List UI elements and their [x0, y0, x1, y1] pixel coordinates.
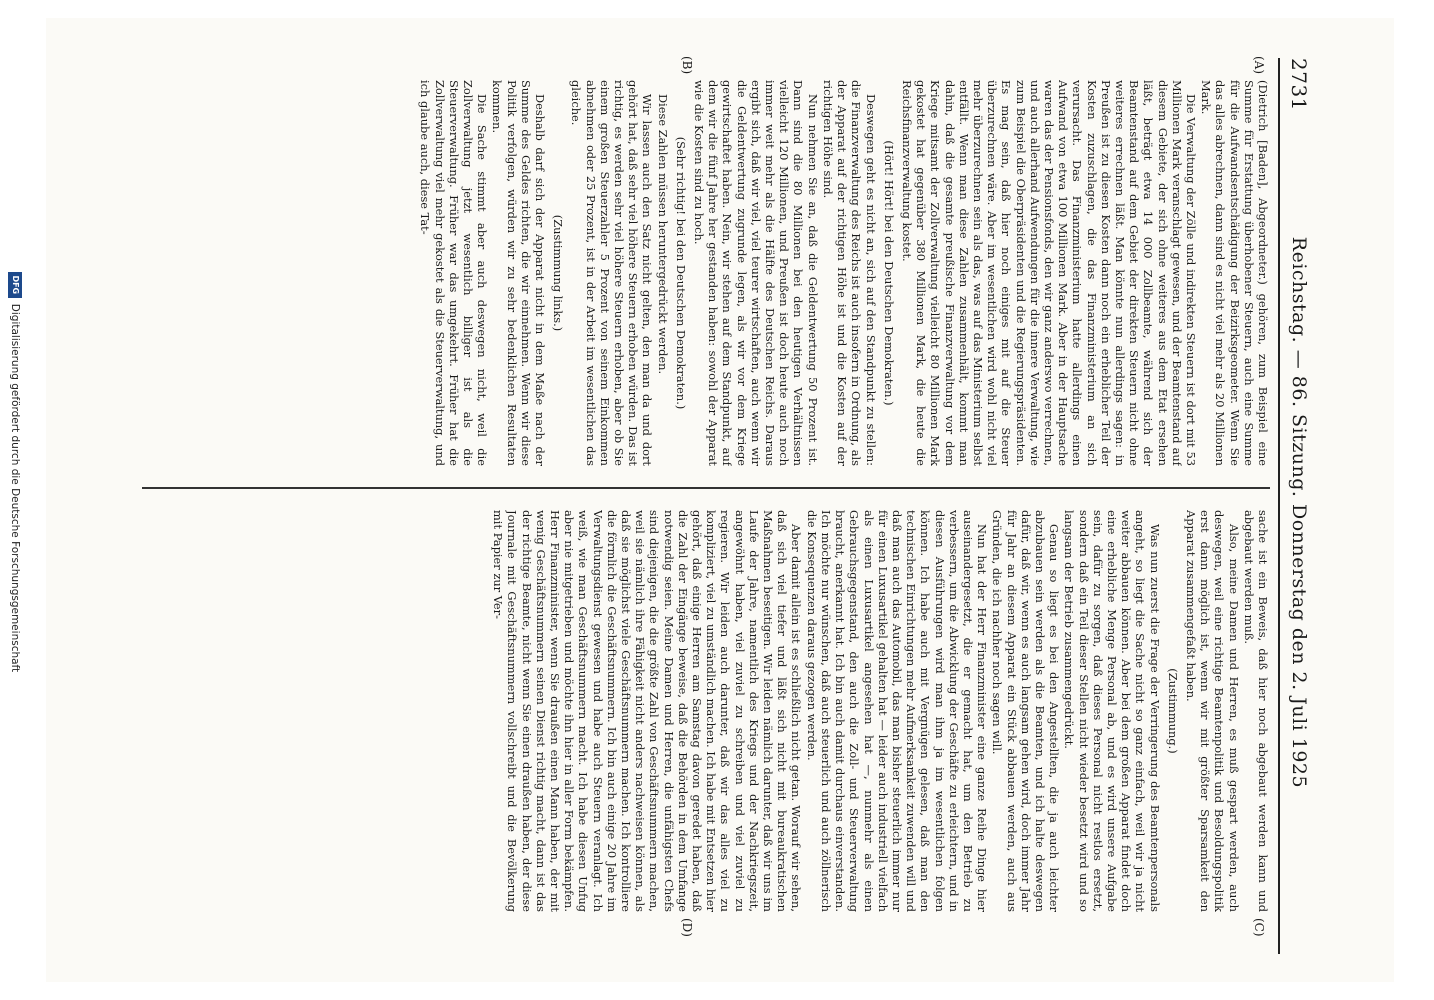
paragraph: Nun nehmen Sie an, daß die Geldentwertung 50 Prozent ist. Dann sind die 80 Millionen bei den heutigen Verhältnissen vielleicht 120 Millionen, und Preußen ist doch heute auch noch immer weit mehr als die Hälfte des Deutschen Reichs. Daraus ergibt sich, daß wir viel, viel teurer wirtschaften, auch wenn wir die Geldentwertung zugrunde legen, als wir vor dem Kriege gewirtschaftet haben. Nein, wir stehen auf dem Standpunkt, auf dem wir die fünf Jahre her gestanden haben: sowohl der Apparat wie die Kosten sind zu hoch. [692, 80, 820, 466]
paragraph: sache ist ein Beweis, daß hier noch abgebaut werden kann und abgebaut werden muß. [1241, 510, 1270, 912]
margin-marker-d: (D) [680, 918, 694, 937]
digitization-footer [4, 0, 26, 972]
paragraph: Genau so liegt es bei den Angestellten, die ja auch leichter abzubauen sein werden als die Beamten, und ich halte deswegen dafür, daß wir, wenn es auch langsam gehen wird, doch immer Jahr für Jahr an diesem Apparat ein Stück abbauen werden, auch aus Gründen, die ich nachher noch sagen will. [990, 510, 1062, 912]
right-column [142, 510, 1270, 912]
document-page [46, 18, 1394, 982]
footer-text: Digitalisierung gefördert durch die Deutsche Forschungsgemeinschaft [9, 303, 21, 673]
margin-marker-c: (C) [1252, 918, 1266, 937]
interjection: (Zustimmung links.) [551, 214, 566, 332]
page-title: Reichstag. — 86. Sitzung. Donnerstag den 2. Juli 1925 [1288, 236, 1310, 789]
interjection: (Hört! Hört! bei den Deutschen Demokraten.) [881, 140, 896, 406]
header-rule [1278, 58, 1280, 954]
paragraph: Diese Zahlen müssen heruntergedrückt werden. [655, 94, 670, 375]
paragraph: (Dietrich [Baden], Abgeordneter.) gehören, zum Beispiel eine Summe für Erstattung überhobener Steuern, auch eine Summe für die Aufwandsentschädigung der Beizirksgeometer. Wenn Sie das alles abrechnen, dann sind es nicht viel mehr als 20 Millionen Mark. [1199, 80, 1270, 466]
interjection: (Sehr richtig! bei den Deutschen Demokraten.) [673, 136, 688, 410]
margin-marker-b: (B) [680, 56, 694, 75]
interjection: (Zustimmung.) [1165, 668, 1180, 754]
left-column [142, 80, 1270, 466]
paragraph: Die Sache stimmt aber auch deswegen nicht, weil die Zollverwaltung jetzt wesentlich billiger ist als die Steuerverwaltung. Früher war das umgekehrt. Früher hat die Zollverwaltung viel mehr gekostet als die Steuerverwaltung, und ich glaube auch, diese Tat- [418, 80, 490, 466]
paragraph: Also, meine Damen und Herren, es muß gespart werden, auch deswegen, weil eine richtige Beamtenpolitik und Besoldungspolitik erst dann möglich ist, wenn wir mit größter Sparsamkeit den Apparat zusammengefaßt haben. [1183, 510, 1241, 912]
page-header [1282, 58, 1316, 954]
paragraph: Deshalb darf sich der Apparat nicht in dem Maße nach der Summe des Geldes richten, die wir einnehmen. Wenn wir diese Politik verfolgen, würden wir zu sehr bedenklichen Resultaten kommen. [490, 80, 548, 466]
paragraph: Wir lassen auch den Satz nicht gelten, den man da und dort gehört hat, daß sehr viel höhere Steuern erhoben würden. Das ist richtig, es werden sehr viel höhere Steuern erhoben, aber ob Sie einem großen Steuerzahler 5 Prozent von seinem Einkommen abnehmen oder 25 Prozent, ist in der Arbeit im wesentlichen das gleiche. [569, 80, 655, 466]
paragraph: Nun hat der Herr Finanzminister eine ganze Reihe Dinge hier auseinandergesetzt, die er gemacht hat, um den Betrieb zu verbessern, um die Abwicklung der Geschäfte zu erleichtern, und in diesen Ausführungen wird man ihm ja im wesentlichen folgen können. Ich habe auch mit Vergnügen gelesen, daß man den technischen Einrichtungen mehr Aufmerksamkeit zuwenden will und daß man auch das Automobil, das man bisher steuerlich immer nur für einen Luxusartikel gehalten hat — leider auch industriell vielfach als einen Luxusartikel angesehen hat —, nunmehr als einen Gebrauchsgegenstand, den auch die Zoll- und Steuerverwaltung braucht, anerkannt hat. Ich bin auch damit durchaus einverstanden. Ich möchte nur wünschen, daß auch steuerlich und auch zöllnerisch die Konsequenzen daraus gezogen werden. [804, 510, 990, 912]
dfg-logo: DFG [8, 272, 22, 298]
column-divider [142, 487, 1270, 489]
page-number: 2731 [1287, 58, 1311, 111]
paragraph: Was nun zuerst die Frage der Verringerung des Beamtenpersonals angeht, so liegt die Sache nicht so ganz einfach, weil wir ja nicht weiter abbauen können. Aber bei dem großen Apparat findet doch eine erhebliche Menge Personal ab, und es wird unsere Aufgabe sein, dafür zu sorgen, daß dieses Personal nicht restlos ersetzt, sondern daß ein Teil dieser Stellen nicht wieder besetzt wird und so langsam der Betrieb zusammengedrückt. [1062, 510, 1162, 912]
paragraph: Die Verwaltung der Zölle und indirekten Steuern ist dort mit 53 Millionen Mark veranschlagt gewesen, und der Beamtenstand auf diesem Gebiete, der sich ohne weiteres aus dem Etat ersehen läßt, beträgt etwa 14 000 Zollbeamte, während sich der Beamtenstand auf dem Gebiet der direkten Steuern nicht ohne weiteres errechnen läßt. Man könnte nun allerdings sagen: in Preußen ist zu diesen Kosten dann noch ein erheblicher Teil der Kosten zuzuschlagen, die das Finanzministerium an sich verursacht. Das Finanzministerium hatte allerdings einen Aufwand von etwa 100 Millionen Mark. Aber in der Hauptsache waren das der Pensionsfonds, den wir ganz anderswo verrechnen, und auch allerhand Aufwendungen für die innere Verwaltung, wie zum Beispiel die Oberpräsidenten und die Regierungspräsidenten. Es mag sein, daß hier noch einiges mit auf die Steuer überzurechnen wäre. Aber im wesentlichen wird wohl nicht viel mehr überzurechnen sein als das, was auf das Ministerium selbst entfällt. Wenn man diese Zahlen zusammenhält, kommt man dahin, daß die gesamte preußische Finanzverwaltung vor dem Kriege mitsamt der Zollverwaltung vielleicht 80 Millionen Mark gekostet hat gegenüber 380 Millionen Mark, die heute die Reichsfinanzverwaltung kostet. [899, 80, 1198, 466]
paragraph: Deswegen geht es nicht an, sich auf den Standpunkt zu stellen: die Finanzverwaltung des Reichs ist auch insofern in Ordnung, als der Apparat auf der richtigen Höhe ist und die Kosten auf der richtigen Höhe sind. [820, 80, 878, 466]
paragraph: Aber damit allein ist es schließlich nicht getan. Worauf wir sehen, daß sich viel tiefer und läßt sich nicht mit bureaukratischen Maßnahmen beseitigen. Wir leiden nämlich darunter, daß wir uns im Laufe der Jahre, namentlich des Kriegs und der Nachkriegszeit, angewöhnt haben, viel zuviel zu schreiben und viel zuviel zu regieren. Wir leiden auch darunter, daß wir das alles viel zu kompliziert, viel zu umständlich machen. Ich habe mit Entsetzen hier gehört, daß einige Herren am Samstag davon geredet haben, daß die Zahl der Eingänge beweise, daß die Behörden in dem Umfange notwendig seien. Meine Damen und Herren, die unfähigsten Chefs sind diejenigen, die die größte Zahl von Geschäftsnummern machen, weil sie nämlich ihre Fähigkeit nicht anders nachweisen können, als daß sie möglichst viele Geschäftsnummern machen. Ich kontrolliere die förmlich die Geschäftsnummern. Ich bin auch einige 20 Jahre im Verwaltungsdienst gewesen und habe auch Steuern veranlagt. Ich weiß, wie man Geschäftsnummern macht. Ich habe diesen Unfug aber nie mitgetrieben und möchte ihn hier in aller Form bekämpfen. Herr Finanzminister, wenn Sie draußen einen Mann haben, der mit wenig Geschäftsnummern seinen Dienst richtig macht, dann ist das der richtige Beamte, nicht wenn Sie einen draußen haben, der diese Journale mit Geschäftsnummern vollschreibt und die Bevölkerung mit Papier zur Ver- [491, 510, 804, 912]
margin-marker-a: (A) [1252, 56, 1266, 75]
